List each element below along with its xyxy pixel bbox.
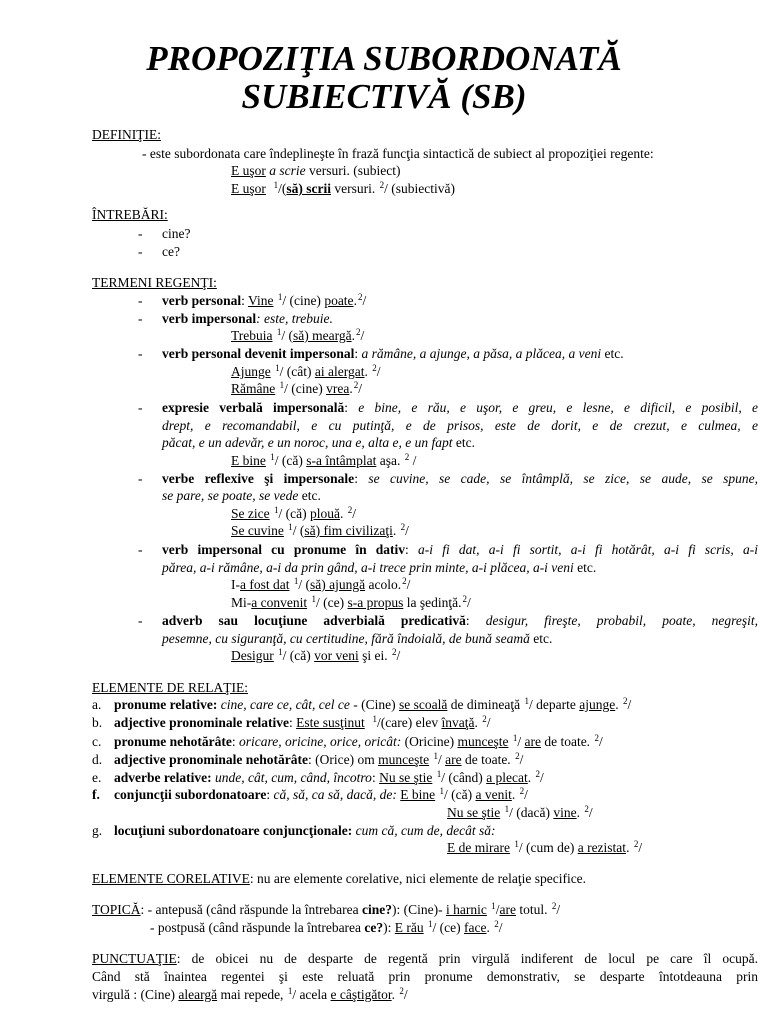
element-f: f. conjuncţii subordonatoare: că, să, ca să, dacă, de: E bine $^1$/ (că) a venit. $^2$/ xyxy=(92,786,528,802)
definitie-text: - este subordonata care îndeplineşte în frază funcţia sintactică de subiect al propoziţiei regente: xyxy=(142,146,654,161)
title-line-2: SUBIECTIVĂ (SB) xyxy=(241,77,527,116)
termen-3-example-1: Ajunge $^1$/ (cât) ai alergat. $^2$/ xyxy=(231,363,381,379)
termen-4-line-1: expresie verbală impersonală: e bine, e rău, e uşor, e greu, e lesne, e dificil, e posibil, e xyxy=(162,400,758,415)
title-line-1: PROPOZIŢIA SUBORDONATĂ xyxy=(146,39,622,78)
intrebari-item-1: cine? xyxy=(162,226,191,241)
termen-2: verb impersonal: este, trebuie. xyxy=(162,311,333,326)
elemente-heading: ELEMENTE DE RELAŢIE: xyxy=(92,680,248,695)
termen-6-example-1: I-a fost dat $^1$/ (să) ajungă acolo.$^2$/ xyxy=(231,576,411,592)
termen-1: verb personal: Vine $^1$/ (cine) poate.$^2$/ xyxy=(162,292,367,308)
topica-line-1: TOPICĂ: - antepusă (când răspunde la întrebarea cine?): (Cine)- i harnic $^1$/are totul. $^2$/ xyxy=(92,901,561,917)
termen-4-dash: - xyxy=(138,400,143,415)
termen-4-line-3: păcat, e un adevăr, e un noroc, una e, alta e, e un fapt etc. xyxy=(162,435,475,450)
element-b: b. adjective pronominale relative: Este susţinut $^1$/(care) elev învaţă. $^2$/ xyxy=(92,714,491,730)
element-f-example-2: Nu se ştie $^1$/ (dacă) vine. $^2$/ xyxy=(447,804,593,820)
intrebari-heading: ÎNTREBĂRI: xyxy=(92,207,168,222)
termen-5-line-2: se pare, se poate, se vede etc. xyxy=(162,488,321,503)
termen-3-example-2: Rămâne $^1$/ (cine) vrea.$^2$/ xyxy=(231,380,362,396)
element-d: d. adjective pronominale nehotărâte: (Orice) om munceşte $^1$/ are de toate. $^2$/ xyxy=(92,751,524,767)
termen-5-example-1: Se zice $^1$/ (că) plouă. $^2$/ xyxy=(231,505,356,521)
termen-7-line-2: pesemne, cu siguranţă, cu certitudine, fără îndoială, de bună seamă etc. xyxy=(162,631,553,646)
intrebari-dash-1: - xyxy=(138,226,143,241)
termen-5-line-1: verbe reflexive şi impersonale: se cuvine, se cade, se întâmplă, se zice, se aude, se spune, xyxy=(162,471,759,486)
punctuatie-line-2: Când stă înaintea regentei şi este reluată prin pronume demonstrativ, se desparte întotdeauna prin xyxy=(92,969,758,984)
termen-3-dash: - xyxy=(138,346,143,361)
termen-1-dash: - xyxy=(138,293,143,308)
termen-2-example: Trebuia $^1$/ (să) meargă.$^2$/ xyxy=(231,327,365,343)
termen-3: verb personal devenit impersonal: a rămâne, a ajunge, a păsa, a plăcea, a veni etc. xyxy=(162,346,624,361)
termeni-heading: TERMENI REGENŢI: xyxy=(92,275,217,290)
definitie-heading: DEFINIŢIE: xyxy=(92,127,161,142)
termen-5-example-2: Se cuvine $^1$/ (să) fim civilizaţi. $^2$/ xyxy=(231,522,409,538)
definitie-example-2: E uşor $^1$/(să) scrii versuri. $^2$/ (subiectivă) xyxy=(231,180,455,196)
punctuatie-line-3: virgulă : (Cine) aleargă mai repede, $^1$/ acela e câştigător. $^2$/ xyxy=(92,986,408,1002)
intrebari-dash-2: - xyxy=(138,244,143,259)
element-a: a. pronume relative: cine, care ce, cât, cel ce - (Cine) se scoală de dimineaţă $^1$/ departe ajunge. $^2$/ xyxy=(92,696,632,712)
topica-line-2: - postpusă (când răspunde la întrebarea ce?): E rău $^1$/ (ce) face. $^2$/ xyxy=(150,919,503,935)
punctuatie-line-1: PUNCTUAŢIE: de obicei nu de desparte de regentă prin virgulă indiferent de locul pe care îl ocupă. xyxy=(92,951,758,966)
termen-6-example-2: Mi-a convenit $^1$/ (ce) s-a propus la şedinţă.$^2$/ xyxy=(231,594,471,610)
termen-6-line-2: părea, a-i rămâne, a-i da prin gând, a-i trece prin minte, a-i plăcea, a-i veni etc. xyxy=(162,560,597,575)
termen-6-dash: - xyxy=(138,542,143,557)
intrebari-item-2: ce? xyxy=(162,244,180,259)
corelative-line: ELEMENTE CORELATIVE: nu are elemente corelative, nici elemente de relaţie specifice. xyxy=(92,871,587,886)
termen-5-dash: - xyxy=(138,471,143,486)
termen-2-dash: - xyxy=(138,311,143,326)
element-c: c. pronume nehotărâte: oricare, oricine, orice, oricât: (Oricine) munceşte $^1$/ are de toate. $^2$/ xyxy=(92,733,603,749)
termen-7-line-1: adverb sau locuţiune adverbială predicativă: desigur, fireşte, probabil, poate, negreşit, xyxy=(162,613,758,628)
termen-6-line-1: verb impersonal cu pronume în dativ: a-i fi dat, a-i fi sortit, a-i fi hotărât, a-i fi scris, a-i xyxy=(162,542,758,557)
element-g-example: E de mirare $^1$/ (cum de) a rezistat. $^2$/ xyxy=(447,839,643,855)
element-e: e. adverbe relative: unde, cât, cum, când, încotro: Nu se ştie $^1$/ (când) a plecat. $^2$/ xyxy=(92,769,544,785)
element-g: g. locuţiuni subordonatoare conjuncţionale: cum că, cum de, decât să: xyxy=(92,823,496,838)
termen-4-line-2: drept, e recomandabil, e cu putinţă, e de prisos, este de dorit, e de crezut, e culmea, e xyxy=(162,418,758,433)
termen-7-example: Desigur $^1$/ (că) vor veni şi ei. $^2$/ xyxy=(231,647,401,663)
termen-7-dash: - xyxy=(138,613,143,628)
termen-4-example: E bine $^1$/ (că) s-a întâmplat aşa. $^2$ / xyxy=(231,452,417,468)
definitie-example-1: E uşor a scrie versuri. (subiect) xyxy=(231,163,401,178)
